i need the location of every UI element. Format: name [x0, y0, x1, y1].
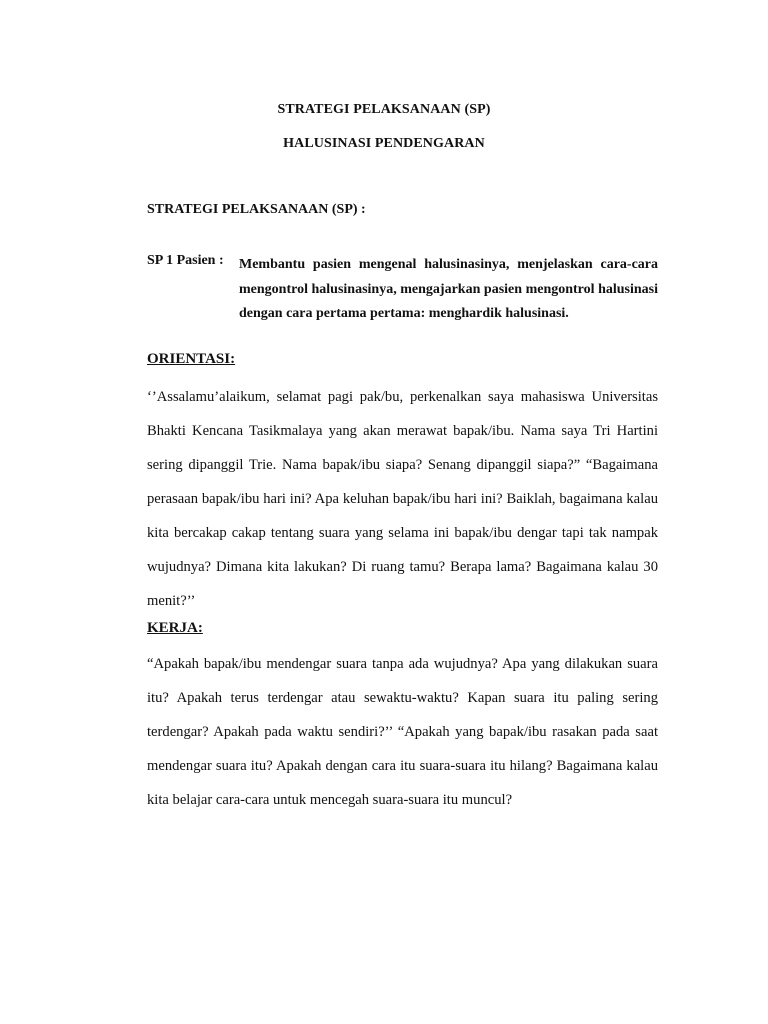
document-title: STRATEGI PELAKSANAAN (SP)	[277, 102, 491, 117]
kerja-paragraph: “Apakah bapak/ibu mendengar suara tanpa ada wujudnya? Apa yang dilakukan suara itu? Apakah terus terdengar atau sewaktu-waktu? Kapan suara itu paling sering terdengar? Apakah pada waktu sendiri?’’ “Apakah yang bapak/ibu rasakan pada saat mendengar suara itu? Apakah dengan cara itu suara-suara itu hilang? Bagaimana kalau kita belajar cara-cara untuk mencegah suara-suara itu muncul?	[147, 656, 658, 808]
document-subtitle: HALUSINASI PENDENGARAN	[283, 136, 485, 151]
section-heading: STRATEGI PELAKSANAAN (SP) :	[147, 202, 366, 217]
sp1-description: Membantu pasien mengenal halusinasinya, menjelaskan cara-cara mengontrol halusinasinya, mengajarkan pasien mengontrol halusinasi dengan cara pertama pertama: menghardik halusinasi.	[239, 257, 658, 322]
kerja-heading: KERJA:	[147, 620, 203, 636]
sp1-label: SP 1 Pasien :	[147, 253, 224, 268]
orientasi-heading: ORIENTASI:	[147, 351, 236, 367]
orientasi-paragraph: ‘’Assalamu’alaikum, selamat pagi pak/bu, perkenalkan saya mahasiswa Universitas Bhakti Kencana Tasikmalaya yang akan merawat bapak/ibu. Nama saya Tri Hartini sering dipanggil Trie. Nama bapak/ibu siapa? Senang dipanggil siapa?” “Bagaimana perasaan bapak/ibu hari ini? Apa keluhan bapak/ibu hari ini? Baiklah, bagaimana kalau kita bercakap cakap tentang suara yang selama ini bapak/ibu dengar tapi tak nampak wujudnya? Dimana kita lakukan? Di ruang tamu? Berapa lama? Bagaimana kalau 30 menit?’’	[147, 389, 658, 609]
